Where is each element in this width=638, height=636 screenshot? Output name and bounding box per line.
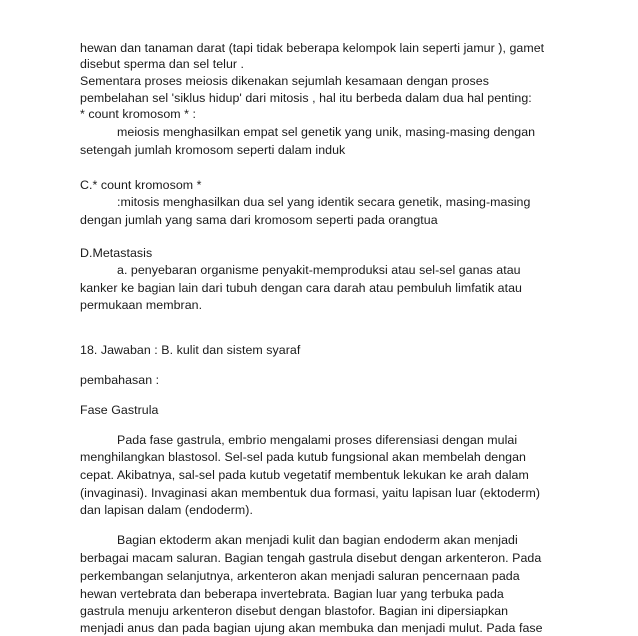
text-line: permukaan membran. bbox=[80, 298, 203, 312]
text-line: pembelahan sel 'siklus hidup' dari mitosis , hal itu berbeda dalam dua hal penting: bbox=[80, 91, 532, 105]
answer-heading: 18. Jawaban : B. kulit dan sistem syaraf bbox=[80, 343, 301, 357]
text-line: dengan jumlah yang sama dari kromosom seperti pada orangtua bbox=[80, 213, 438, 227]
text-line: (invaginasi). Invaginasi akan membentuk dua formasi, yaitu lapisan luar (ektoderm) bbox=[80, 486, 541, 500]
text-line: a. penyebaran organisme penyakit-memproduksi atau sel-sel ganas atau bbox=[117, 263, 521, 277]
text-line: disebut sperma dan sel telur . bbox=[80, 57, 245, 71]
text-line: Sementara proses meiosis dikenakan sejumlah kesamaan dengan proses bbox=[80, 74, 489, 88]
text-line: meiosis menghasilkan empat sel genetik yang unik, masing-masing dengan bbox=[117, 125, 536, 139]
section-heading: C.* count kromosom * bbox=[80, 178, 202, 192]
section-heading: D.Metastasis bbox=[80, 246, 153, 260]
text-line: berbagai macam saluran. Bagian tengah gastrula disebut dengan arkenteron. Pada bbox=[80, 551, 542, 565]
text-line: gastrula menuju arkenteron disebut dengan blastofor. Bagian ini dipersiapkan bbox=[80, 604, 509, 618]
text-line: hewan dan tanaman darat (tapi tidak beberapa kelompok lain seperti jamur ), gamet bbox=[80, 41, 545, 55]
text-line: kanker ke bagian lain dari tubuh dengan cara darah atau pembuluh limfatik atau bbox=[80, 281, 522, 295]
text-line: dan lapisan dalam (endoderm). bbox=[80, 503, 253, 517]
text-line: pembahasan : bbox=[80, 373, 160, 387]
text-line: perkembangan selanjutnya, arkenteron akan menjadi saluran pencernaan pada bbox=[80, 569, 520, 583]
text-line: cepat. Akibatnya, sal-sel pada kutub vegetatif membentuk lekukan ke arah dalam bbox=[80, 468, 529, 482]
text-line: hewan vertebrata dan beberapa invertebrata. Bagian luar yang terbuka pada bbox=[80, 587, 504, 601]
text-line: menghilangkan blastosol. Sel-sel pada kutub fungsional akan membelah dengan bbox=[80, 450, 526, 464]
text-line: :mitosis menghasilkan dua sel yang identik secara genetik, masing-masing bbox=[117, 195, 531, 209]
text-line: Pada fase gastrula, embrio mengalami proses diferensiasi dengan mulai bbox=[117, 433, 518, 447]
text-line: * count kromosom * : bbox=[80, 107, 197, 121]
text-line: Bagian ektoderm akan menjadi kulit dan bagian endoderm akan menjadi bbox=[117, 533, 518, 547]
text-line: menjadi anus dan pada bagian ujung akan membuka dan menjadi mulut. Pada fase bbox=[80, 621, 543, 635]
text-line: setengah jumlah kromosom seperti dalam induk bbox=[80, 143, 346, 157]
section-heading: Fase Gastrula bbox=[80, 403, 159, 417]
